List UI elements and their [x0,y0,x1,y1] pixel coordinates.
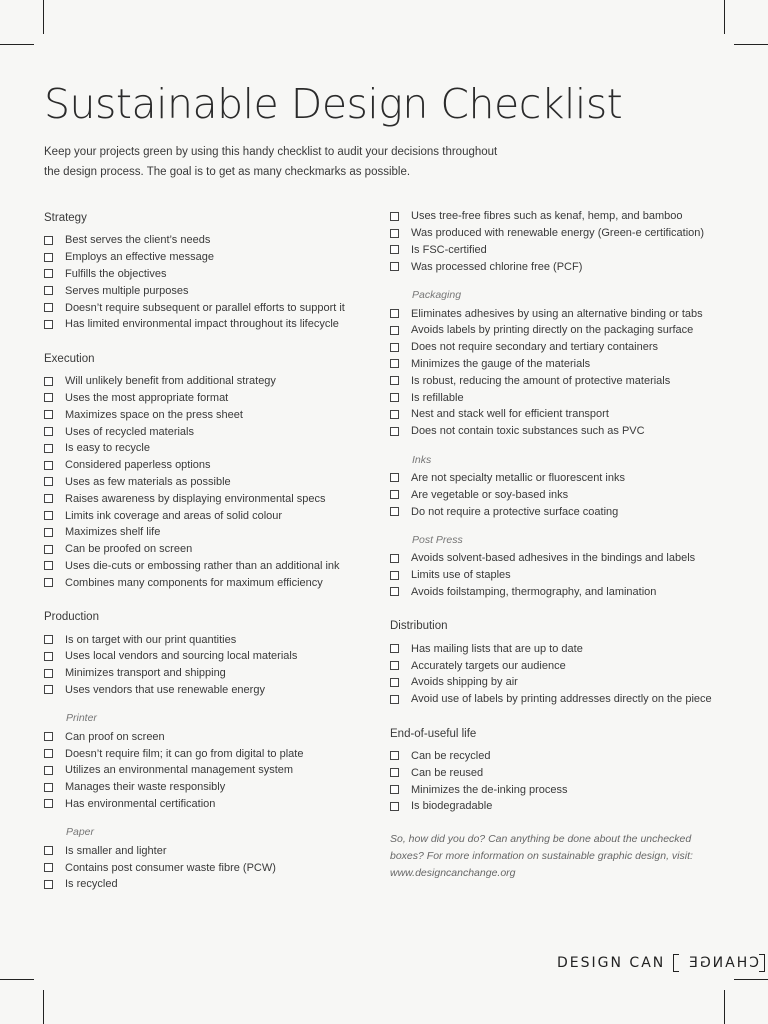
checklist-item-label: Raises awareness by displaying environmental specs [65,492,326,505]
footer-note-link[interactable]: www.designcanchange.org [390,866,516,879]
checkbox[interactable] [44,444,53,453]
checklist-item [390,584,735,601]
checkbox[interactable] [390,376,399,385]
checkbox[interactable] [44,783,53,792]
checklist-item [44,876,374,893]
checkbox[interactable] [44,410,53,419]
crop-mark [43,0,44,34]
checkbox[interactable] [44,320,53,329]
checklist-item [44,779,374,796]
checklist-item-label: Can be proofed on screen [65,543,193,556]
checklist-item [390,322,735,339]
checklist-item-label: Is smaller and lighter [65,844,167,857]
section-title-distribution: Distribution [390,620,448,633]
left-column [44,208,374,893]
checklist-item [44,282,374,299]
checkbox[interactable] [390,410,399,419]
checklist-item [390,674,735,691]
section-title-end-of-life: End-of-useful life [390,727,477,740]
checklist-item-label: Has environmental certification [65,797,216,810]
checkbox[interactable] [390,427,399,436]
checklist-item-label: Does not require secondary and tertiary containers [411,341,659,354]
checklist-item-label: Utilizes an environmental management system [65,764,294,777]
checklist-item-label: Is recycled [65,878,118,891]
checkbox[interactable] [44,511,53,520]
checklist-item-label: Manages their waste responsibly [65,781,226,794]
checkbox[interactable] [44,461,53,470]
checklist-item-label: Is refillable [411,391,464,404]
intro-line: the design process. The goal is to get as many checkmarks as possible. [44,166,411,178]
crop-mark [724,0,725,34]
checkbox[interactable] [44,863,53,872]
checkbox[interactable] [44,427,53,436]
checklist-item-label: Was produced with renewable energy (Green-e certification) [411,227,705,240]
checklist-item-label: Fulfills the objectives [65,267,167,280]
checklist-item [390,798,735,815]
checklist-item [390,423,735,440]
checkbox[interactable] [390,768,399,777]
checklist-item-label: Are vegetable or soy-based inks [411,488,569,501]
checkbox[interactable] [390,661,399,670]
checkbox[interactable] [44,286,53,295]
checklist-item [390,389,735,406]
checklist-item [44,457,374,474]
checklist-item [44,745,374,762]
end-of-life-list [390,748,735,815]
intro-line: Keep your projects green by using this handy checklist to audit your decisions throughout [44,146,498,158]
checklist-item [44,842,374,859]
checkbox[interactable] [390,587,399,596]
checkbox[interactable] [390,229,399,238]
checklist-item [44,266,374,283]
checklist-item-label: Nest and stack well for efficient transport [411,408,609,421]
checklist-item [44,682,374,699]
checklist-item [44,316,374,333]
logo-text-left: DESIGN CAN [557,955,666,971]
checkbox[interactable] [44,253,53,262]
checkbox[interactable] [390,393,399,402]
checklist-item [44,631,374,648]
checkbox[interactable] [44,635,53,644]
checklist-item-label: Doesn’t require subsequent or parallel efforts to support it [65,301,345,314]
subsection-title-packaging: Packaging [412,289,462,302]
crop-mark [724,990,725,1024]
checklist-item-label: Can be recycled [411,749,491,762]
checklist-item-label: Avoids labels by printing directly on the packaging surface [411,324,694,337]
checklist-item-label: Doesn’t require film; it can go from digital to plate [65,747,304,760]
checkbox[interactable] [44,749,53,758]
checklist-item [390,208,735,225]
checklist-item [390,550,735,567]
checklist-item-label: Minimizes the de-inking process [411,783,568,796]
checkbox[interactable] [44,528,53,537]
checkbox[interactable] [44,494,53,503]
checkbox[interactable] [44,880,53,889]
checklist-item-label: Uses tree-free fibres such as kenaf, hemp, and bamboo [411,210,683,223]
checklist-item [390,748,735,765]
checklist-item-label: Eliminates adhesives by using an alternative binding or tabs [411,307,703,320]
checklist-item [390,406,735,423]
crop-mark [0,44,34,45]
checklist-item [44,541,374,558]
checkbox[interactable] [44,669,53,678]
checkbox[interactable] [44,799,53,808]
checkbox[interactable] [44,269,53,278]
page-title: Sustainable Design Checklist [44,80,623,128]
checklist-item-label: Avoids solvent-based adhesives in the bindings and labels [411,552,696,565]
checklist-item [44,665,374,682]
checklist-item [44,406,374,423]
checklist-item-label: Has limited environmental impact throughout its lifecycle [65,318,339,331]
checklist-item-label: Do not require a protective surface coating [411,505,619,518]
checklist-item-label: Maximizes shelf life [65,526,161,539]
checklist-item [44,524,374,541]
production-list [44,631,374,698]
checklist-item-label: Avoids foilstamping, thermography, and lamination [411,585,657,598]
checkbox[interactable] [44,766,53,775]
checklist-item [44,648,374,665]
checkbox[interactable] [44,578,53,587]
checklist-item [390,640,735,657]
checklist-item-label: Does not contain toxic substances such as PVC [411,425,645,438]
checklist-item-label: Is easy to recycle [65,442,150,455]
checklist-item [390,486,735,503]
checklist-item [390,503,735,520]
subsection-title-post-press: Post Press [412,533,463,546]
checklist-item-label: Contains post consumer waste fibre (PCW) [65,861,276,874]
checklist-item [44,728,374,745]
checklist-item [390,258,735,275]
checklist-item-label: Accurately targets our audience [411,659,566,672]
checklist-item-label: Can be reused [411,766,484,779]
checklist-item [44,507,374,524]
checkbox[interactable] [390,309,399,318]
checklist-item-label: Has mailing lists that are up to date [411,642,583,655]
right-column [390,208,735,882]
checkbox[interactable] [44,685,53,694]
checkbox[interactable] [44,303,53,312]
checklist-item-label: Maximizes space on the press sheet [65,408,243,421]
intro-text [44,142,514,182]
checkbox[interactable] [390,802,399,811]
footer-note [390,831,710,882]
checkbox[interactable] [390,644,399,653]
checklist-item-label: Was processed chlorine free (PCF) [411,260,583,273]
checklist-item [390,305,735,322]
checklist-item-label: Can proof on screen [65,730,165,743]
checkbox[interactable] [390,262,399,271]
checklist-item-label: Will unlikely benefit from additional strategy [65,375,276,388]
paper-cont-list [390,208,735,275]
strategy-list [44,232,374,333]
checklist-item-label: Minimizes transport and shipping [65,667,226,680]
checkbox[interactable] [390,507,399,516]
checklist-item [44,490,374,507]
checkbox[interactable] [390,245,399,254]
checklist-item [390,567,735,584]
subsection-title-paper: Paper [66,826,95,839]
inks-list [390,470,735,520]
checklist-item-label: Uses vendors that use renewable energy [65,683,265,696]
checklist-item-label: Avoid use of labels by printing addresses directly on the piece [411,693,712,706]
checklist-item [44,232,374,249]
crop-mark [734,979,768,980]
checklist-item [44,423,374,440]
checkbox[interactable] [44,393,53,402]
checkbox[interactable] [390,490,399,499]
checkbox[interactable] [390,473,399,482]
checkbox[interactable] [44,561,53,570]
checkbox[interactable] [390,751,399,760]
checkbox[interactable] [390,343,399,352]
checkbox[interactable] [390,359,399,368]
checkbox[interactable] [390,678,399,687]
checklist-item [390,356,735,373]
crop-mark [43,990,44,1024]
checklist-item [44,762,374,779]
checklist-item [44,558,374,575]
checklist-item [44,859,374,876]
checkbox[interactable] [390,554,399,563]
checkbox[interactable] [390,695,399,704]
checklist-item [44,373,374,390]
checklist-item-label: Best serves the client’s needs [65,234,211,247]
checkbox[interactable] [44,377,53,386]
footer-note-line: So, how did you do? Can anything be done about the unchecked [390,832,692,845]
checkbox[interactable] [390,571,399,580]
distribution-list [390,640,735,707]
checklist-item-label: Minimizes the gauge of the materials [411,357,591,370]
crop-mark [734,44,768,45]
logo-text-mirrored: CHANGE [687,955,760,971]
checklist-item-label: Avoids shipping by air [411,676,518,689]
post-press-list [390,550,735,600]
checklist-item [44,299,374,316]
section-title-strategy: Strategy [44,212,87,224]
checklist-item [390,764,735,781]
checkbox[interactable] [44,732,53,741]
execution-list [44,373,374,591]
logo-bracket-icon [759,954,765,972]
design-can-change-logo [557,954,765,972]
checklist-item [44,474,374,491]
checkbox[interactable] [44,236,53,245]
subsection-title-inks: Inks [412,453,432,466]
checklist-item-label: Uses as few materials as possible [65,475,231,488]
checklist-item [44,574,374,591]
checklist-item-label: Is on target with our print quantities [65,633,237,646]
checkbox[interactable] [44,846,53,855]
checklist-item-label: Uses die-cuts or embossing rather than an additional ink [65,559,340,572]
checklist-item [44,249,374,266]
section-title-production: Production [44,611,99,624]
checklist-item [390,470,735,487]
packaging-list [390,305,735,439]
checkbox[interactable] [44,652,53,661]
checklist-item-label: Limits use of staples [411,569,511,582]
printer-list [44,728,374,812]
checklist-item-label: Limits ink coverage and areas of solid colour [65,509,283,522]
checklist-item-label: Uses of recycled materials [65,425,194,438]
checklist-item-label: Combines many components for maximum efficiency [65,576,323,589]
checklist-item-label: Is robust, reducing the amount of protective materials [411,374,671,387]
checklist-item [390,781,735,798]
section-title-execution: Execution [44,352,95,365]
checklist-item-label: Considered paperless options [65,459,211,472]
checklist-item-label: Serves multiple purposes [65,284,189,297]
checklist-item [390,372,735,389]
checklist-item-label: Are not specialty metallic or fluorescent inks [411,471,625,484]
checkbox[interactable] [390,212,399,221]
subsection-title-printer: Printer [66,712,97,725]
footer-note-line: boxes? For more information on sustainable graphic design, visit: [390,849,693,862]
checklist-item [390,691,735,708]
paper-list [44,842,374,892]
checkbox[interactable] [44,477,53,486]
checkbox[interactable] [44,545,53,554]
checklist-item [44,440,374,457]
checklist-item-label: Uses local vendors and sourcing local materials [65,650,298,663]
logo-bracket-icon [673,954,679,972]
checklist-item [390,339,735,356]
crop-mark [0,979,34,980]
checklist-item [44,796,374,813]
checklist-item-label: Uses the most appropriate format [65,391,229,404]
checkbox[interactable] [390,785,399,794]
checklist-item-label: Is FSC-certified [411,243,487,256]
checkbox[interactable] [390,326,399,335]
checklist-item-label: Is biodegradable [411,800,493,813]
checklist-item [390,657,735,674]
checklist-item [390,242,735,259]
checklist-item-label: Employs an effective message [65,251,214,264]
checklist-item [390,225,735,242]
checklist-item [44,390,374,407]
